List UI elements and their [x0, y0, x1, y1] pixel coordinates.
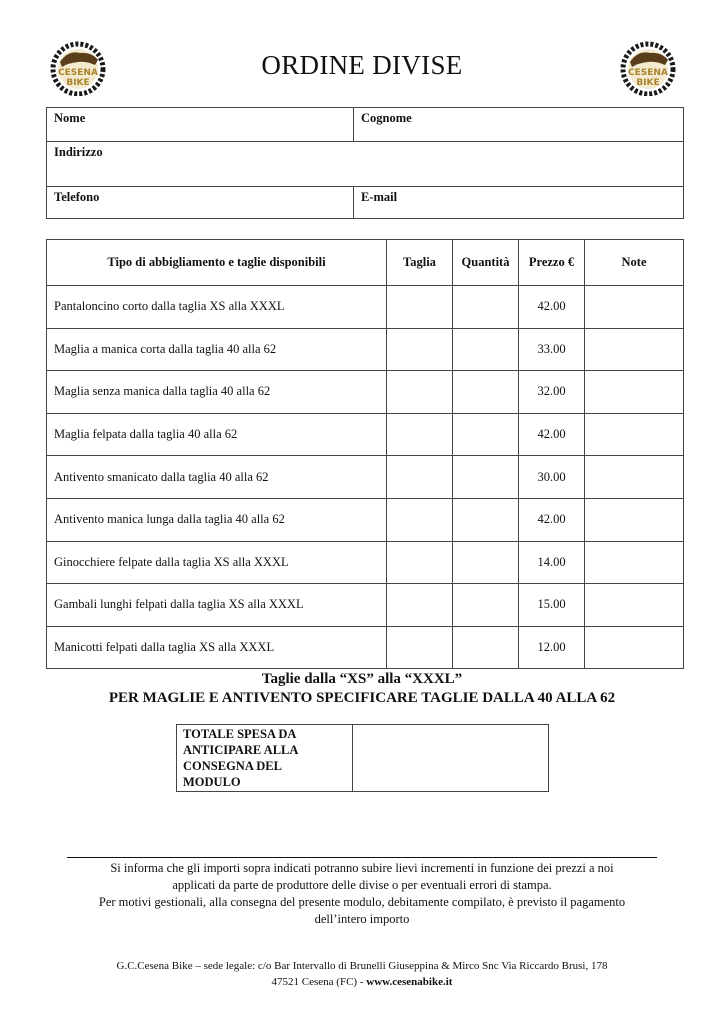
footer	[60, 958, 664, 990]
size-cell[interactable]	[387, 626, 453, 669]
qty-cell[interactable]	[453, 413, 519, 456]
item-name: Pantaloncino corto dalla taglia XS alla XXXL	[47, 286, 387, 329]
header-item: Tipo di abbigliamento e taglie disponibili	[47, 240, 387, 286]
item-name: Ginocchiere felpate dalla taglia XS alla XXXL	[47, 541, 387, 584]
table-row	[47, 413, 684, 456]
table-row	[47, 541, 684, 584]
sizes-note-line1: Taglie dalla “XS” alla “XXXL”	[261, 671, 463, 687]
footer-address: G.C.Cesena Bike – sede legale: c/o Bar Intervallo di Brunelli Giuseppina & Mirco Snc Via Riccardo Brusi, 178	[116, 960, 608, 972]
nome-label: Nome	[54, 111, 86, 125]
notes-cell[interactable]	[585, 286, 684, 329]
notes-cell[interactable]	[585, 328, 684, 371]
cognome-label: Cognome	[361, 111, 412, 125]
item-name: Antivento manica lunga dalla taglia 40 alla 62	[47, 498, 387, 541]
size-cell[interactable]	[387, 413, 453, 456]
price-cell: 42.00	[519, 286, 585, 329]
size-cell[interactable]	[387, 498, 453, 541]
item-name: Maglia felpata dalla taglia 40 alla 62	[47, 413, 387, 456]
telefono-field[interactable]	[47, 187, 354, 219]
item-name: Manicotti felpati dalla taglia XS alla XXXL	[47, 626, 387, 669]
disclaimer: Si informa che gli importi sopra indicati potranno subire lievi incrementi in funzione dei prezzi a noi applicati da parte de produttore delle divise o per eventuali errori di stampa. Per motivi gestionali, alla consegna del presente modulo, debitamente compilato, è previsto il pagamento dell’intero importo	[98, 861, 626, 926]
price-cell: 15.00	[519, 584, 585, 627]
qty-cell[interactable]	[453, 456, 519, 499]
table-row	[47, 328, 684, 371]
size-cell[interactable]	[387, 371, 453, 414]
size-cell[interactable]	[387, 584, 453, 627]
price-cell: 30.00	[519, 456, 585, 499]
price-cell: 12.00	[519, 626, 585, 669]
header-price: Prezzo €	[519, 240, 585, 286]
nome-field[interactable]	[47, 108, 354, 142]
cesena-bike-logo-right	[620, 40, 676, 96]
page-title: ORDINE DIVISE	[261, 50, 463, 80]
price-cell: 33.00	[519, 328, 585, 371]
notes-cell[interactable]	[585, 456, 684, 499]
sizes-note-line2: PER MAGLIE E ANTIVENTO SPECIFICARE TAGLIE DALLA 40 ALLA 62	[108, 690, 616, 706]
table-row	[47, 456, 684, 499]
contact-table	[46, 107, 684, 219]
footer-city: 47521 Cesena (FC) - www.cesenabike.it	[271, 976, 453, 988]
notes-cell[interactable]	[585, 626, 684, 669]
table-row	[47, 286, 684, 329]
item-name: Maglia a manica corta dalla taglia 40 alla 62	[47, 328, 387, 371]
size-cell[interactable]	[387, 286, 453, 329]
indirizzo-field[interactable]	[47, 142, 684, 187]
total-table	[176, 724, 549, 792]
qty-cell[interactable]	[453, 328, 519, 371]
order-table	[46, 239, 684, 669]
sizes-note	[0, 670, 724, 708]
qty-cell[interactable]	[453, 498, 519, 541]
price-cell: 32.00	[519, 371, 585, 414]
website-link[interactable]: www.cesenabike.it	[366, 976, 453, 988]
indirizzo-label: Indirizzo	[54, 145, 103, 159]
price-cell: 14.00	[519, 541, 585, 584]
size-cell[interactable]	[387, 328, 453, 371]
qty-cell[interactable]	[453, 541, 519, 584]
table-row	[47, 626, 684, 669]
price-cell: 42.00	[519, 498, 585, 541]
telefono-label: Telefono	[54, 190, 100, 204]
separator-line	[67, 857, 657, 858]
qty-cell[interactable]	[453, 626, 519, 669]
notes-cell[interactable]	[585, 541, 684, 584]
svg-text:BIKE: BIKE	[66, 78, 90, 88]
header-size: Taglia	[387, 240, 453, 286]
total-label: TOTALE SPESA DA ANTICIPARE ALLA CONSEGNA DEL MODULO	[177, 725, 353, 792]
email-field[interactable]	[354, 187, 684, 219]
svg-text:BIKE: BIKE	[636, 78, 660, 88]
size-cell[interactable]	[387, 541, 453, 584]
cesena-bike-logo-icon	[620, 40, 676, 96]
qty-cell[interactable]	[453, 286, 519, 329]
table-row	[47, 584, 684, 627]
order-table-header-row	[47, 240, 684, 286]
qty-cell[interactable]	[453, 371, 519, 414]
table-row	[47, 371, 684, 414]
total-value-field[interactable]	[353, 725, 549, 792]
item-name: Gambali lunghi felpati dalla taglia XS alla XXXL	[47, 584, 387, 627]
item-name: Antivento smanicato dalla taglia 40 alla 62	[47, 456, 387, 499]
svg-text:CESENA: CESENA	[628, 68, 668, 78]
notes-cell[interactable]	[585, 498, 684, 541]
notes-cell[interactable]	[585, 371, 684, 414]
notes-cell[interactable]	[585, 584, 684, 627]
svg-text:CESENA: CESENA	[58, 68, 98, 78]
notes-cell[interactable]	[585, 413, 684, 456]
item-name: Maglia senza manica dalla taglia 40 alla 62	[47, 371, 387, 414]
table-row	[47, 498, 684, 541]
size-cell[interactable]	[387, 456, 453, 499]
email-label: E-mail	[361, 190, 398, 204]
price-cell: 42.00	[519, 413, 585, 456]
header-qty: Quantità	[453, 240, 519, 286]
qty-cell[interactable]	[453, 584, 519, 627]
header-notes: Note	[585, 240, 684, 286]
cognome-field[interactable]	[354, 108, 684, 142]
